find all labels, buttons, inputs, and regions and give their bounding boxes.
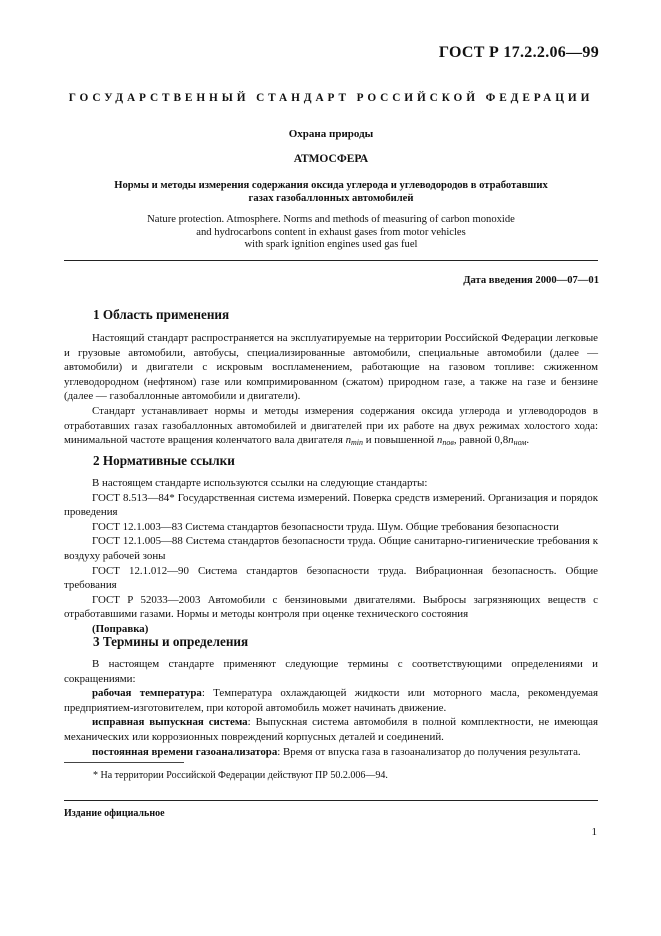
paragraph: Настоящий стандарт распространяется на эксплуатируемые на территории Российской Федерации легковые и грузовые автомобили, автобусы, специализированные автомобили, специальные автомобили (далее — автомобили) и двигатели с искровым воспламенением, работающие на газовом топливе: сжиженном углеводородном (нефтяном) газе или компримированном (сжатом) природном газе, а также на газе и бензине (далее — газобаллонные автомобили и двигатели). <box>64 332 598 403</box>
term-definition: рабочая температура: Температура охлаждающей жидкости или моторного масла, рекомендуемая предприятием-изготовителем, при которой автомобиль может начинать движение. <box>64 687 598 714</box>
title-divider <box>64 260 598 261</box>
paragraph: Стандарт устанавливает нормы и методы измерения содержания оксида углерода и углеводородов в отработавших газах газобаллонных автомобилей и двигателей при их работе на двух режимах холостого хода: минимальной частоте вращения коленчатого вала двигателя $n_{min}$ и повышенной $n_{пов}$, равной $0,8n_{ном}$. <box>64 404 598 448</box>
amendment-note: (Поправка) <box>92 622 149 635</box>
bottom-divider <box>64 800 598 801</box>
english-title-line: with spark ignition engines used gas fuel <box>244 239 418 250</box>
document-code: ГОСТ Р 17.2.2.06—99 <box>438 44 599 61</box>
term-definition: постоянная времени газоанализатора: Время от впуска газа в газоанализатор до получения результата. <box>92 745 581 758</box>
introduction-date: Дата введения 2000—07—01 <box>463 275 599 286</box>
reference-item: ГОСТ 12.1.005—88 Система стандартов безопасности труда. Общие санитарно-гигиенические требования к воздуху рабочей зоны <box>64 535 598 562</box>
english-title-line: and hydrocarbons content in exhaust gases from motor vehicles <box>196 226 466 238</box>
subtitle <box>64 179 598 205</box>
reference-item: ГОСТ Р 52033—2003 Автомобили с бензиновыми двигателями. Выбросы загрязняющих веществ с отработавшими газами. Нормы и методы контроля при оценке технического состояния <box>64 593 598 621</box>
term: исправная выпускная система <box>92 716 248 729</box>
paragraph: В настоящем стандарте используются ссылки на следующие стандарты: <box>92 477 428 489</box>
term: постоянная времени газоанализатора <box>92 745 278 758</box>
english-title-line: Nature protection. Atmosphere. Norms and methods of measuring of carbon monoxide <box>147 214 515 225</box>
footnote-divider <box>64 762 184 763</box>
section-1-heading: 1 Область применения <box>93 307 230 322</box>
section-2-heading: 2 Нормативные ссылки <box>93 453 235 468</box>
term-definition: исправная выпускная система: Выпускная система автомобиля в полной комплектности, не имеющая механических или коррозионных повреждений корпусных деталей и соединений. <box>64 716 599 743</box>
section-3-heading: 3 Термины и определения <box>93 634 249 649</box>
main-title: АТМОСФЕРА <box>293 153 369 165</box>
section-3-body <box>64 657 598 759</box>
page-number: 1 <box>591 826 597 838</box>
state-standard-banner: ГОСУДАРСТВЕННЫЙ СТАНДАРТ РОССИЙСКОЙ ФЕДЕРАЦИИ <box>68 92 594 104</box>
reference-item: ГОСТ 12.1.003—83 Система стандартов безопасности труда. Шум. Общие требования безопасности <box>92 520 559 533</box>
official-edition-label: Издание официальное <box>64 808 165 819</box>
subtitle-line: газах газобаллонных автомобилей <box>248 193 414 204</box>
english-title <box>64 214 598 252</box>
reference-item: ГОСТ 8.513—84* Государственная система измерений. Поверка средств измерений. Организация и порядок проведения <box>64 491 598 519</box>
reference-item: ГОСТ 12.1.012—90 Система стандартов безопасности труда. Вибрационная безопасность. Общие требования <box>64 564 598 592</box>
subtitle-line: Нормы и методы измерения содержания оксида углерода и углеводородов в отработавших <box>114 180 548 191</box>
footnote: * На территории Российской Федерации действуют ПР 50.2.006—94. <box>93 770 388 781</box>
section-1-body <box>64 331 598 451</box>
term: рабочая температура <box>92 687 202 700</box>
topic-title: Охрана природы <box>288 128 374 140</box>
paragraph: В настоящем стандарте применяют следующие термины с соответствующими определениями и сокращениями: <box>64 658 598 685</box>
section-2-body <box>64 476 598 637</box>
